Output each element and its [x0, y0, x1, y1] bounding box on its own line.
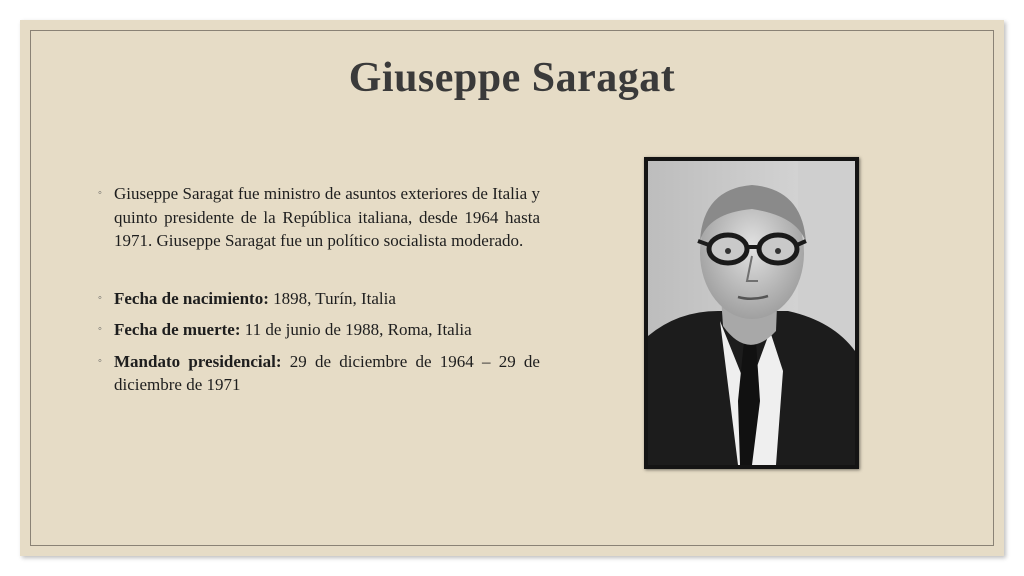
portrait-photo — [648, 161, 855, 465]
fact-label: Fecha de nacimiento: — [114, 288, 269, 308]
fact-label: Fecha de muerte: — [114, 320, 241, 339]
bullet-icon: ◦ — [98, 187, 102, 199]
portrait-image — [648, 161, 855, 465]
intro-text: Giuseppe Saragat fue ministro de asuntos exteriores de Italia y quinto presidente de la República italiana, desde 1964 hasta 1971. Giuseppe Saragat fue un político socialista moderado. — [114, 184, 540, 250]
bullet-icon: ◦ — [98, 354, 102, 367]
list-item — [98, 350, 540, 397]
fact-value: 1898, Turín, Italia — [268, 288, 396, 308]
slide-title: Giuseppe Saragat — [348, 55, 676, 101]
slide — [20, 20, 1004, 556]
list-item — [98, 318, 540, 342]
bullet-icon: ◦ — [98, 291, 102, 304]
portrait-frame — [644, 157, 859, 469]
fact-value: 11 de junio de 1988, Roma, Italia — [240, 320, 472, 339]
fact-label: Mandato presidencial: — [114, 351, 282, 371]
fact-value: 29 de diciembre de 1964 – 29 de diciembre de 1971 — [114, 351, 540, 394]
bullet-list — [98, 182, 540, 405]
list-item — [98, 287, 540, 311]
bullet-icon: ◦ — [98, 323, 102, 335]
list-item — [98, 182, 540, 253]
